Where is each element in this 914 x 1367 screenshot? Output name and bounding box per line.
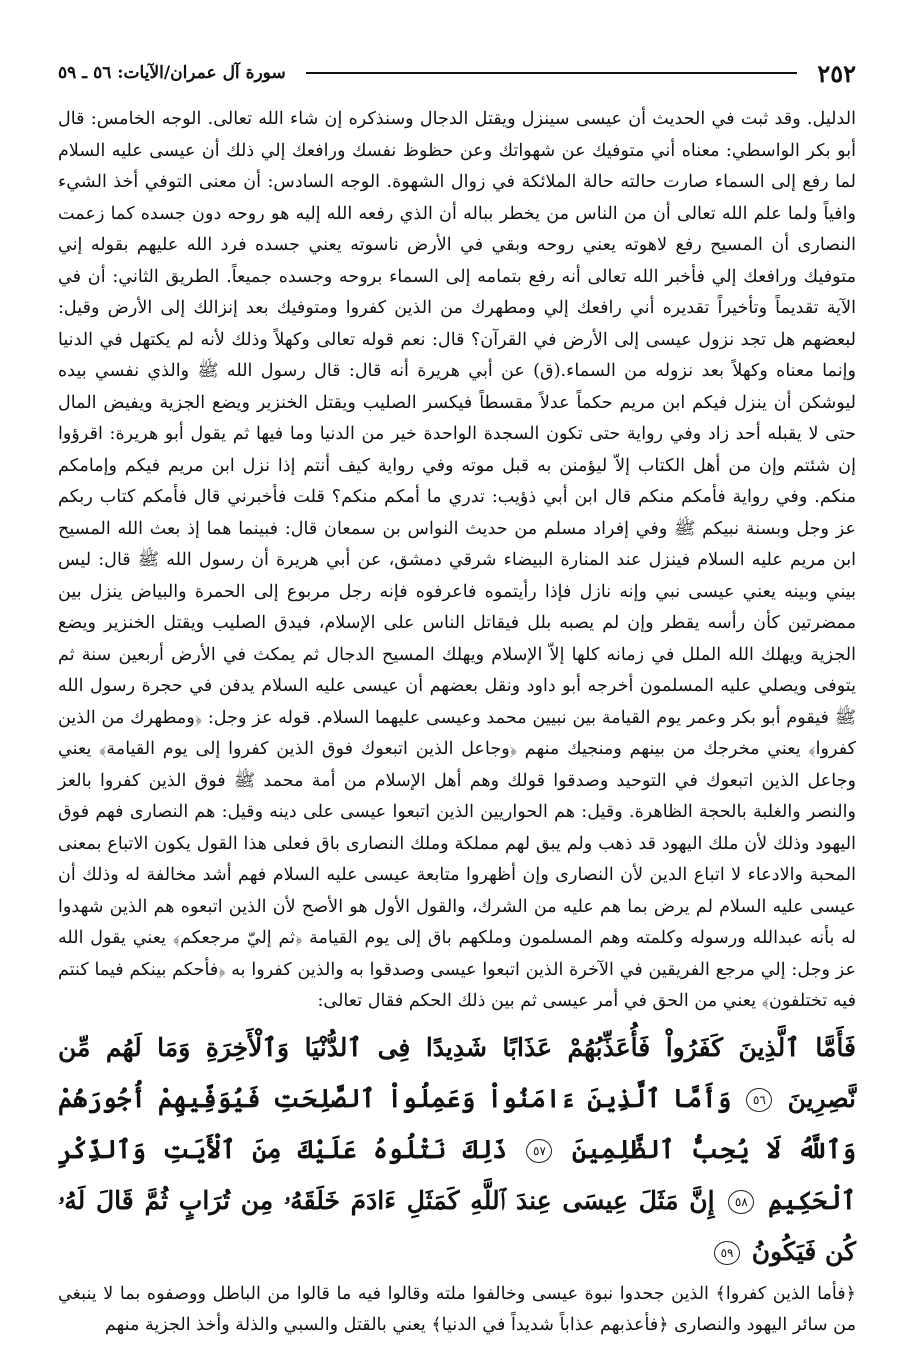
quran-verse-56: فَأَمَّا ٱلَّذِينَ كَفَرُواْ فَأُعَذِّبُهُمْ عَذَابًا شَدِيدًا فِى ٱلدُّنْيَا وَٱلْأَخِرَةِ وَمَا لَهُم مِّن نَّصِرِينَ [58, 1032, 856, 1113]
page-number: ٢٥٢ [817, 58, 856, 88]
running-title: سورة آل عمران/الآيات: ٥٦ ـ ٥٩ [58, 63, 286, 83]
commentary-paragraph: الدليل. وقد ثبت في الحديث أن عيسى سينزل ويقتل الدجال وسنذكره إن شاء الله تعالى. الوجه الخامس: قال أبو بكر الواسطي: معناه أني متوفيك عن شهواتك وعن حظوظ نفسك ورافعك إلي ذلك أن عيسى عليه السلام لما رفع إلى السماء صارت حالته حالة الملائكة في زوال الشهوة. الوجه السادس: أن معنى التوفي أخذ الشيء وافياً ولما علم الله تعالى أن من الناس من يخطر بباله أن الذي رفعه الله إليه هو روحه دون جسده كما زعمت النصارى أن المسيح رفع لاهوته يعني روحه وبقي في الأرض ناسوته يعني جسده فرد الله عليهم بقوله إني متوفيك ورافعك إلي فأخبر الله تعالى أنه رفع بتمامه إلى السماء بروحه وجسده جميعاً. الطريق الثاني: أن في الآية تقديماً وتأخيراً تقديره أني رافعك إلي ومطهرك من الذين كفروا ومتوفيك بعد إنزالك إلى الأرض وقيل: لبعضهم هل تجد نزول عيسى إلى الأرض في القرآن؟ قال: نعم قوله تعالى وكهلاً وذلك لأنه لم يكتهل في الدنيا وإنما معناه وكهلاً بعد نزوله من السماء.(ق) عن أبي هريرة أنه قال: قال رسول الله ﷺ والذي نفسي بيده ليوشكن أن ينزل فيكم ابن مريم حكماً عدلاً مقسطاً فيكسر الصليب ويقتل الخنزير ويضع الجزية ويفيض المال حتى لا يقبله أحد زاد وفي رواية حتى تكون السجدة الواحدة خير من الدنيا وما فيها ثم يقول أبو هريرة: اقرؤوا إن شئتم وإن من أهل الكتاب إلاّ ليؤمنن به قبل موته وفي رواية كيف أنتم إذا نزل ابن مريم فيكم وإمامكم منكم. وفي رواية فأمكم منكم قال ابن أبي ذؤيب: تدري ما أمكم منكم؟ قلت فأخبرني قال فأمكم كتاب ربكم عز وجل وبسنة نبيكم ﷺ وفي إفراد مسلم من حديث النواس بن سمعان قال: فبينما هما إذ بعث الله المسيح ابن مريم عليه السلام فينزل عند المنارة البيضاء شرقي دمشق، عن أبي هريرة أن رسول الله ﷺ قال: ليس بيني وبينه يعني عيسى نبي وإنه نازل فإذا رأيتموه فاعرفوه فإنه رجل مربوع إلى الحمرة والبياض ينزل بين ممضرتين كأن رأسه يقطر وإن لم يصبه بلل فيقاتل الناس على الإسلام، فيدق الصليب ويقتل الخنزير ويضع الجزية ويهلك الله الملل في زمانه كلها إلاّ الإسلام ويهلك المسيح الدجال ثم يمكث في الأرض أربعين سنة ثم يتوفى ويصلي عليه المسلمون أخرجه أبو داود ونقل بعضهم أن عيسى عليه السلام يدفن في حجرة رسول الله ﷺ فيقوم أبو بكر وعمر يوم القيامة بين نبيين محمد وعيسى عليهما السلام. قوله عز وجل: ﴿ومطهرك من الذين كفروا﴾ يعني مخرجك من بينهم ومنجيك منهم ﴿وجاعل الذين اتبعوك فوق الذين كفروا إلى يوم القيامة﴾ يعني وجاعل الذين اتبعوك في التوحيد وصدقوا قولك وهم أهل الإسلام من أمة محمد ﷺ فوق الذين كفروا بالعز والنصر والغلبة بالحجة الظاهرة. وقيل: هم الحواريين الذين اتبعوا عيسى على دينه وقيل: هم النصارى فهم فوق اليهود وذلك لأن ملك اليهود قد ذهب ولم يبق لهم مملكة وملك النصارى باق فعلى هذا القول يكون الاتباع بمعنى المحبة والادعاء لا اتباع الدين لأن النصارى وإن أظهروا متابعة عيسى عليه السلام فهم أشد مخالفة له وذلك أن عيسى عليه السلام لم يرض بما هم عليه من الشرك، والقول الأول هو الأصح لأن الذين اتبعوه هم الذين شهدوا له بأنه عبدالله ورسوله وكلمته وهم المسلمون وملكهم باق إلى يوم القيامة ﴿ثم إليّ مرجعكم﴾ يعني يقول الله عز وجل: إلي مرجع الفريقين في الآخرة الذين اتبعوا عيسى وصدقوا به والذين كفروا به ﴿فأحكم بينكم فيما كنتم فيه تختلفون﴾ يعني من الحق في أمر عيسى ثم بين ذلك الحكم فقال تعالى: [58, 109, 856, 1011]
ayah-59-marker: ٥٩ [714, 1241, 740, 1265]
page-header [58, 58, 856, 88]
page-body [58, 104, 856, 1342]
quran-verses [58, 1022, 856, 1277]
quran-verse-59: إِنَّ مَثَلَ عِيسَى عِندَ ٱللَّهِ كَمَثَلِ ءَادَمَ خَلَقَهُۥ مِن تُرَابٍ ثُمَّ قَالَ لَهُۥ كُن فَيَكُونُ [58, 1185, 856, 1266]
ayah-57-marker: ٥٧ [526, 1139, 552, 1163]
header-rule [306, 72, 798, 74]
ayah-56-marker: ٥٦ [746, 1088, 772, 1112]
quran-verse-58: ذَلِكَ نَتْلُوهُ عَلَيْكَ مِنَ ٱلْأَيَتِ وَٱلذِّكْرِ ٱلْحَكِيمِ [58, 1134, 856, 1215]
ayah-58-marker: ٥٨ [728, 1190, 754, 1214]
commentary-paragraph-2: ﴿فأما الذين كفروا﴾ الذين جحدوا نبوة عيسى وخالفوا ملته وقالوا فيه ما قالوا من الباطل ووصفوه بما لا ينبغي من سائر اليهود والنصارى ﴿فأعذبهم عذاباً شديداً في الدنيا﴾ يعني بالقتل والسبي والذلة وأخذ الجزية منهم [58, 1283, 856, 1335]
quran-verse-57: وَأَمَّا ٱلَّذِينَ ءَامَنُواْ وَعَمِلُواْ ٱلصَّلِحَتِ فَيُوَفِّيهِمْ أُجُورَهُمْ وَٱللَّهُ لَا يُحِبُّ ٱلظَّلِمِينَ [58, 1083, 856, 1164]
